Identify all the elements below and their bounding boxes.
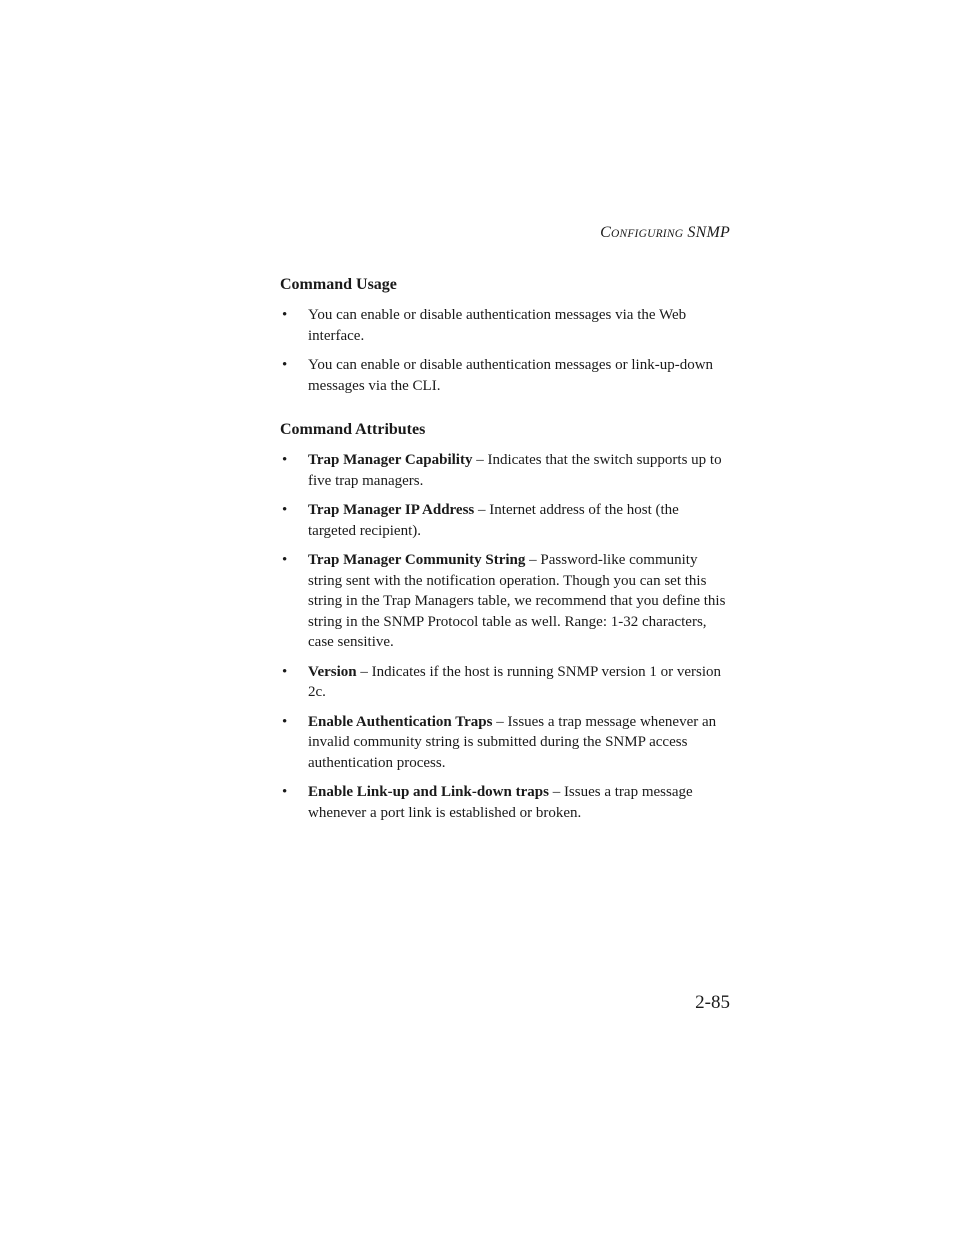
attribute-description: – Issues a trap message whenever an invalid community string is submitted during the SNMP access authentication process.	[308, 713, 717, 771]
running-head-initial: C	[600, 224, 611, 241]
command-attributes-list	[280, 450, 730, 832]
command-attributes-heading: Command Attributes	[280, 421, 426, 438]
page-number: 2-85	[695, 992, 730, 1013]
list-item	[280, 500, 730, 541]
command-usage-heading: Command Usage	[280, 276, 397, 293]
attribute-term: Trap Manager Capability	[308, 452, 473, 468]
list-item	[280, 782, 730, 823]
attribute-term: Enable Authentication Traps	[308, 713, 493, 730]
running-head	[480, 224, 730, 242]
list-item-text: You can enable or disable authentication messages via the Web interface.	[308, 307, 687, 344]
attribute-term: Version	[308, 663, 357, 680]
list-item	[280, 305, 730, 346]
command-usage-list	[280, 305, 730, 405]
attribute-term: Trap Manager IP Address	[308, 502, 475, 518]
list-item	[280, 355, 730, 396]
list-item-text: You can enable or disable authentication messages or link-up-down messages via the CLI.	[308, 357, 714, 394]
attribute-description: – Issues a trap message whenever a port link is established or broken.	[308, 784, 693, 821]
attribute-description: – Indicates that the switch supports up to five trap managers.	[308, 452, 722, 489]
attribute-description: – Indicates if the host is running SNMP version 1 or version 2c.	[308, 663, 722, 700]
attribute-description: – Password-like community string sent with the notification operation. Though you can set this string in the Trap Managers table, we recommend that you define this string in the SNMP Protocol table as well. Range: 1-32 characters, case sensitive.	[308, 552, 726, 650]
list-item	[280, 662, 730, 703]
running-head-rest: SNMP	[683, 224, 730, 241]
attribute-term: Enable Link-up and Link-down traps	[308, 784, 549, 800]
attribute-description: – Internet address of the host (the targeted recipient).	[308, 502, 679, 539]
list-item	[280, 712, 730, 774]
list-item	[280, 450, 730, 491]
running-head-smallcaps: ONFIGURING	[610, 228, 684, 240]
attribute-term: Trap Manager Community String	[308, 552, 526, 568]
list-item	[280, 550, 730, 653]
